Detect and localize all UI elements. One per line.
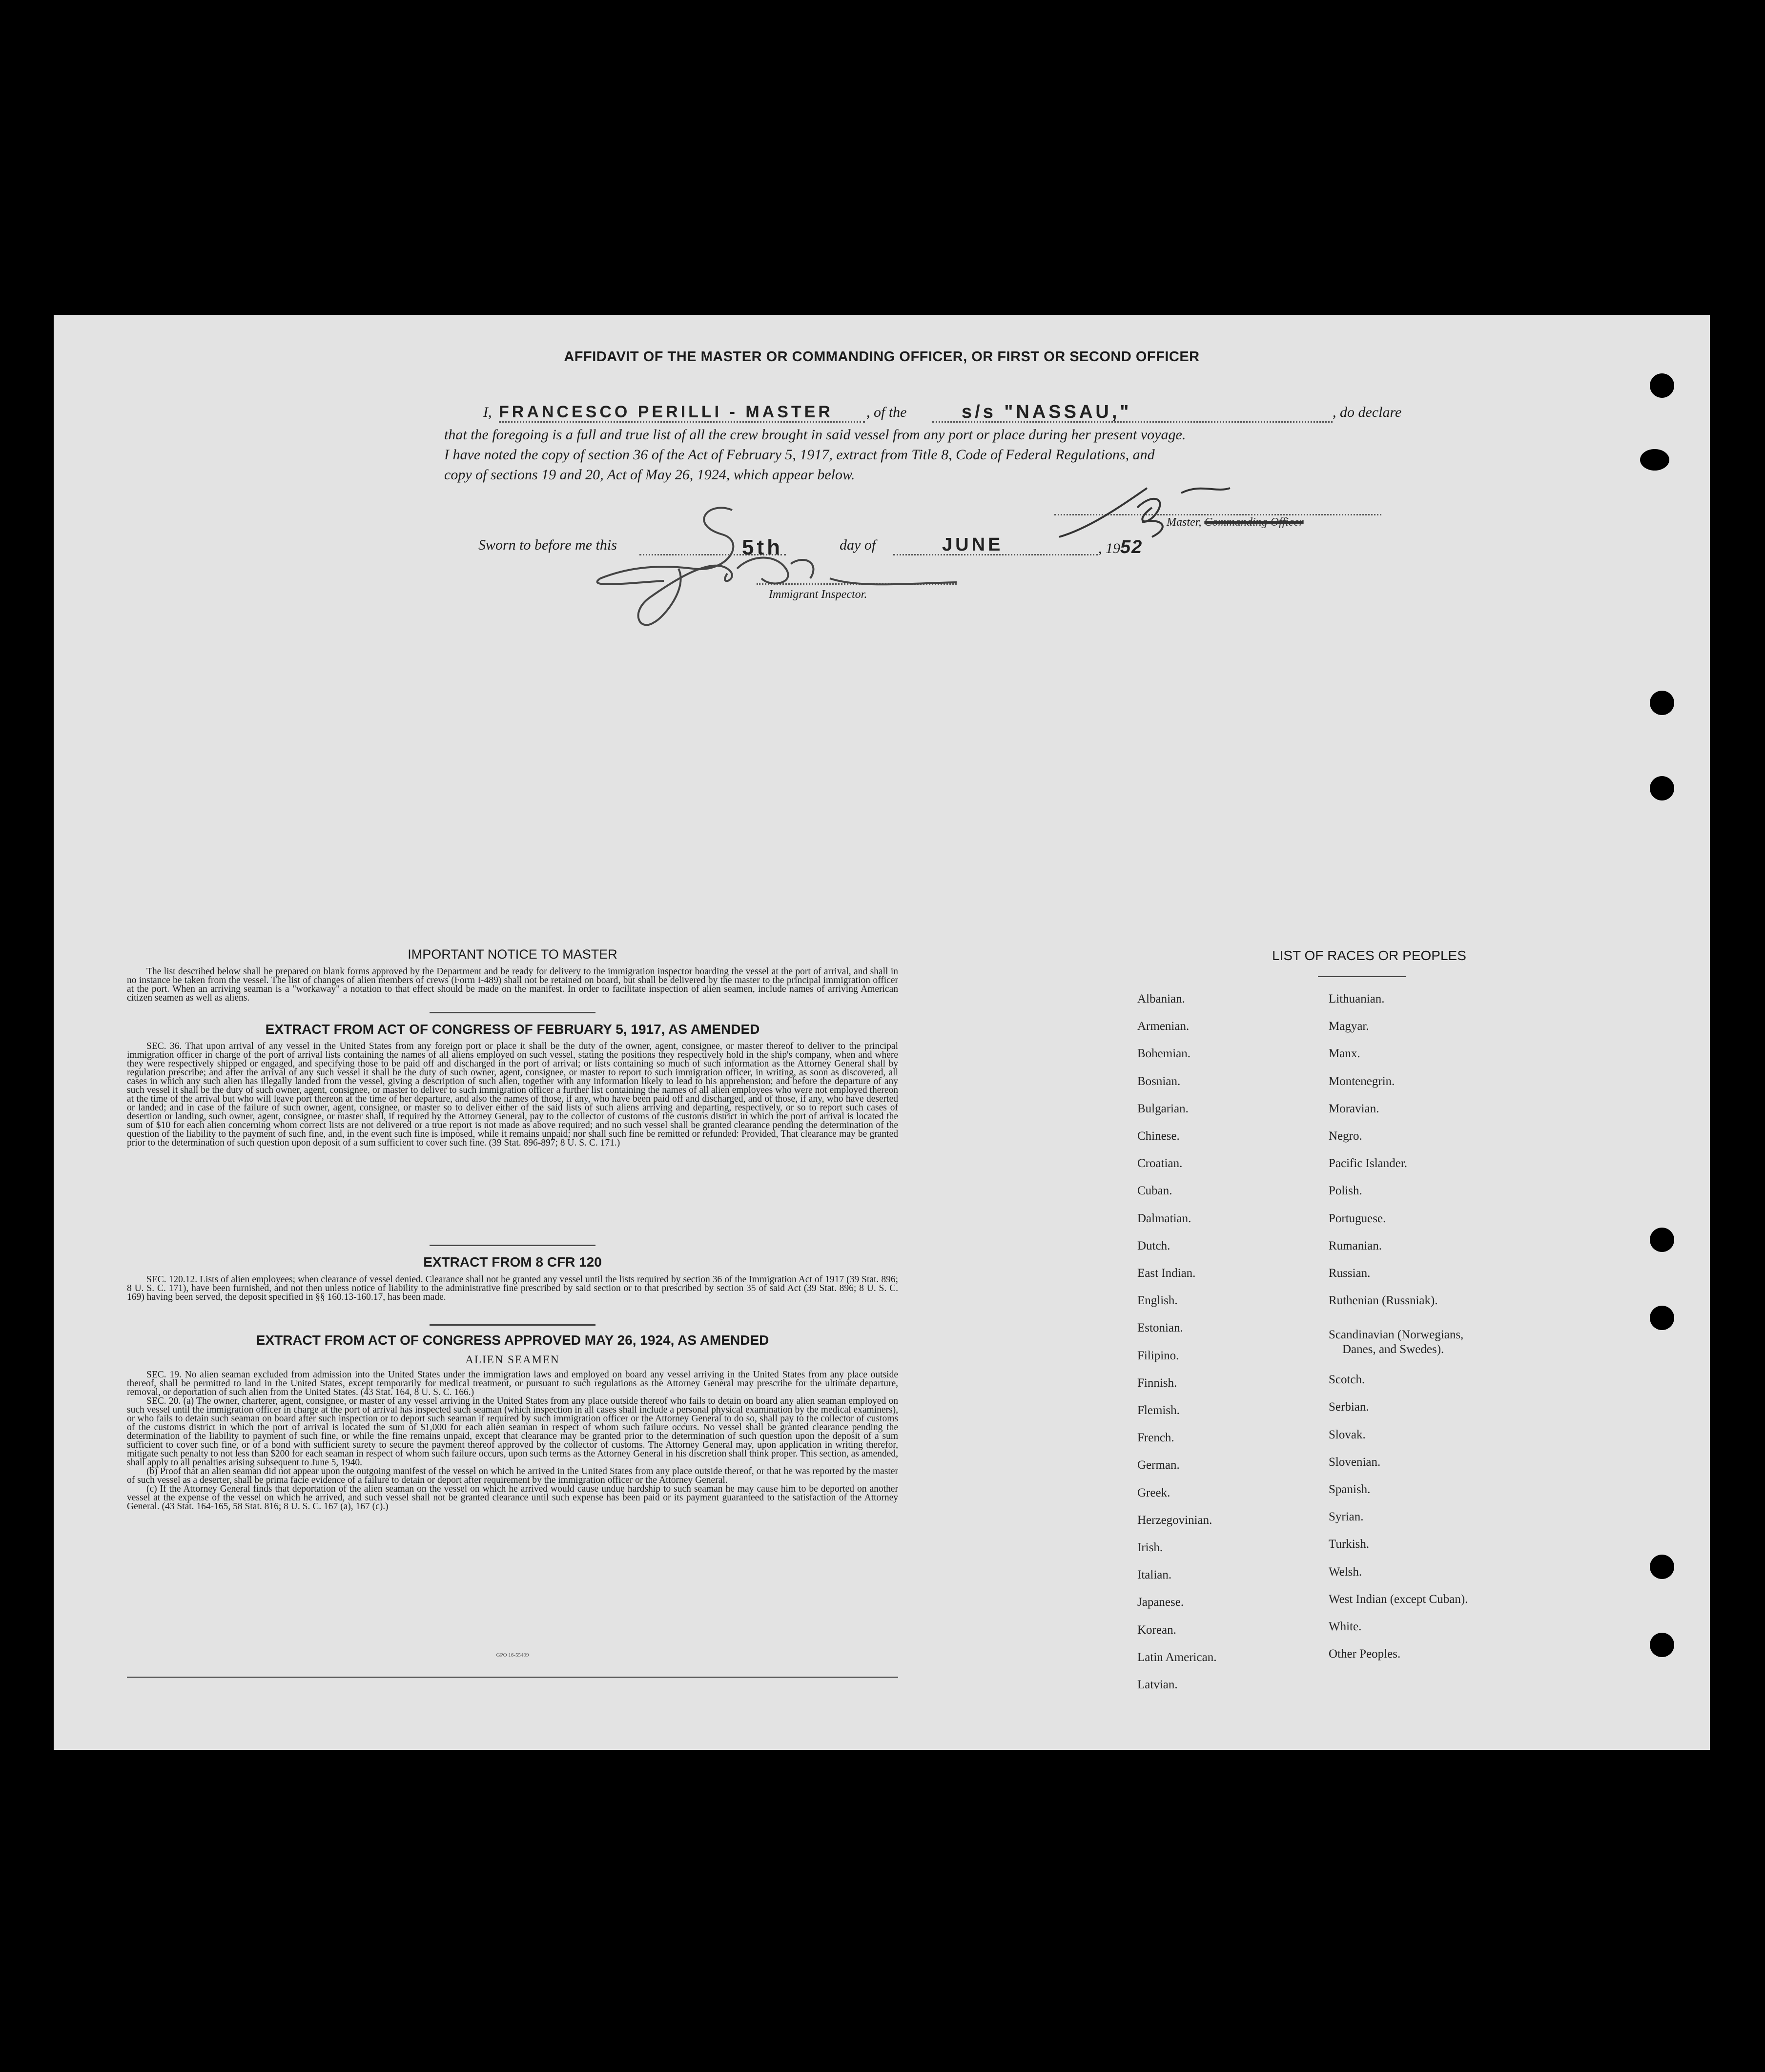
race-item: Herzegovinian. [1137, 1513, 1212, 1527]
race-item: Welsh. [1329, 1565, 1362, 1579]
race-item: French. [1137, 1431, 1174, 1445]
race-item: Manx. [1329, 1047, 1360, 1061]
year-value: 52 [1120, 537, 1143, 557]
race-item: Danes, and Swedes). [1342, 1343, 1444, 1356]
vessel-field [932, 402, 1333, 423]
race-item: White. [1329, 1620, 1362, 1633]
extract-1924-body [127, 1371, 898, 1511]
sec19-text: SEC. 19. No alien seaman excluded from admission into the United States under the immigration laws and employed on board any vessel arriving in the United States from any place outside thereof, shall be permitted to land in the United States, except temporarily for medical treatment, or pursuant to such regulations as the Attorney General may prescribe for the ultimate departure, removal, or deportation of such alien from the United States. (43 Stat. 164, 8 U. S. C. 166.) [127, 1370, 898, 1397]
race-item: Dalmatian. [1137, 1211, 1191, 1225]
race-item: Korean. [1137, 1623, 1176, 1637]
race-item: Moravian. [1329, 1102, 1379, 1115]
extract-1917-body [127, 1042, 898, 1148]
race-item: Japanese. [1137, 1596, 1184, 1609]
extract-1924-title: EXTRACT FROM ACT OF CONGRESS APPROVED MAY 26, 1924, AS AMENDED [256, 1333, 769, 1348]
race-item: Montenegrin. [1329, 1074, 1395, 1088]
race-item: West Indian (except Cuban). [1329, 1592, 1468, 1606]
race-item: Slovenian. [1329, 1455, 1381, 1469]
master-label: Master, Commanding Officer [1167, 516, 1304, 529]
race-item: Russian. [1329, 1267, 1371, 1280]
affidavit-statement [444, 425, 1416, 485]
race-item: Magyar. [1329, 1020, 1369, 1033]
race-item: Bosnian. [1137, 1074, 1181, 1088]
extract-cfr-text: SEC. 120.12. Lists of alien employees; when clearance of vessel denied. Clearance shall not be granted any vessel until the lists required by section 36 of the Immigration Act of 1917 (39 Stat. 896; 8 U. S. C. 171), have been furnished, and not then unless notice of liability to the administrative fine prescribed by said section or to that prescribed by section 35 of said Act (39 Stat. 896; 8 U. S. C. 169) having been served, the deposit specified in §§ 160.13-160.17, has been made. [127, 1274, 898, 1302]
extract-1917-text: SEC. 36. That upon arrival of any vessel in the United States from any foreign port or place it shall be the duty of the owner, agent, consignee, or master thereof to deliver to the principal immigration officer in charge of the port of arrival lists containing the names of all aliens employed on such vessel, stating the positions they respectively hold in the ship's company, when and where they were respectively shipped or engaged, and specifying those to be paid off and discharged in the port of arrival; or lists containing so much of such information as the Attorney General shall by regulation prescribe; and after the arrival of any such vessel it shall be the duty of such owner, agent, consignee, or master to report to such immigration officer, in writing, as soon as discovered, all cases in which any such alien has illegally landed from the vessel, giving a description of such alien, together with any information likely to lead to his apprehension; and before the departure of any such vessel it shall be the duty of such owner, agent, consignee, or master to deliver to such immigration officer a further list containing the names of all alien employees who were not employed thereon at the time of the arrival but who will leave port thereon at the time of her departure, and also the names of those, if any, who have been paid off and discharged, and of those, if any, who have deserted or landed; and in case of the failure of such owner, agent, consignee, or master so to deliver either of the said lists of such aliens arriving and departing, respectively, or so to report such cases of desertion or landing, such owner, agent, consignee, or master shall, if required by the Attorney General, pay to the collector of customs of the customs district in which the port of arrival is located the sum of $10 for each alien concerning whom correct lists are not delivered or a true report is not made as above required; and no such vessel shall be granted clearance pending the determination of the question of the liability to the payment of such fine, and, in the event such fine is imposed, while it remains unpaid; nor shall such fine be remitted or refunded: Provided, That clearance may be granted prior to the determination of such question upon deposit of a sum sufficient to cover such fine. (39 Stat. 896-897; 8 U. S. C. 171.) [127, 1041, 898, 1148]
race-item: Finnish. [1137, 1376, 1177, 1390]
document-page [54, 315, 1710, 1750]
inspector-signature [566, 495, 966, 632]
race-item: Italian. [1137, 1568, 1172, 1582]
race-item: East Indian. [1137, 1267, 1196, 1280]
punch-hole [1640, 449, 1669, 471]
race-item: Negro. [1329, 1129, 1362, 1143]
race-item: Filipino. [1137, 1349, 1179, 1362]
race-item: Turkish. [1329, 1538, 1370, 1551]
punch-hole [1650, 776, 1674, 800]
race-item: Ruthenian (Russniak). [1329, 1294, 1438, 1308]
divider [430, 1012, 595, 1013]
punch-hole [1650, 1306, 1674, 1330]
race-item: Scandinavian (Norwegians, [1329, 1328, 1464, 1342]
of-the-label: , of the [866, 404, 907, 420]
day-value: 5th [742, 535, 783, 559]
race-item: Spanish. [1329, 1483, 1371, 1496]
race-item: Slovak. [1329, 1428, 1366, 1441]
race-item: German. [1137, 1458, 1180, 1472]
race-item: Armenian. [1137, 1020, 1190, 1033]
race-item: Croatian. [1137, 1157, 1183, 1170]
race-item: Latin American. [1137, 1650, 1217, 1664]
punch-hole [1650, 1228, 1674, 1252]
divider [430, 1324, 595, 1326]
race-item: Albanian. [1137, 992, 1185, 1005]
struck-officer-label: Commanding Officer [1204, 516, 1304, 529]
extract-cfr-body [127, 1275, 898, 1302]
race-item: Greek. [1137, 1486, 1170, 1499]
notice-text: The list described below shall be prepared on blank forms approved by the Department and be ready for delivery to the immigration inspector boarding the vessel at the port of arrival, and shall in no instance be taken from the vessel. The list of changes of alien members of crews (Form I-489) shall not be retained on board, but shall be delivered by the master to the principal immigration officer at the port. When an arriving seaman is a "workaway" a notation to that effect should be made on the manifest. In order to facilitate inspection of alien seamen, include names of arriving American citizen seamen as well as aliens. [127, 966, 898, 1003]
sec20c-text: (c) If the Attorney General finds that deportation of the alien seaman on the vessel on which he arrived would cause undue hardship to such seaman he may cause him to be deported on another vessel at the expense of the vessel on which he arrived, and such vessel shall not be granted clearance until such expense has been paid or its payment guaranteed to the satisfaction of the Attorney General. (43 Stat. 164-165, 58 Stat. 816; 8 U. S. C. 167 (a), 167 (c).) [127, 1484, 898, 1512]
punch-hole [1650, 691, 1674, 715]
divider [430, 1245, 595, 1246]
gpo-footer: GPO 16-55499 [496, 1652, 529, 1658]
punch-hole [1650, 373, 1674, 398]
race-item: Estonian. [1137, 1321, 1183, 1335]
race-item: Pacific Islander. [1329, 1157, 1408, 1170]
bottom-rule [127, 1677, 898, 1678]
master-signature [1054, 478, 1259, 556]
race-item: Other Peoples. [1329, 1647, 1401, 1661]
inspector-label: Immigrant Inspector. [769, 588, 867, 601]
race-item: Polish. [1329, 1184, 1362, 1198]
races-divider [1318, 976, 1406, 977]
sec20b-text: (b) Proof that an alien seaman did not appear upon the outgoing manifest of the vessel on which he arrived in the United States from any place outside thereof, or that he was reported by the master of such vessel as a deserter, shall be prima facie evidence of a failure to detain or deport after requirement by the immigration officer or the Attorney General. [127, 1466, 898, 1485]
race-item: Dutch. [1137, 1239, 1170, 1252]
punch-hole [1650, 1555, 1674, 1579]
extract-cfr-title: EXTRACT FROM 8 CFR 120 [423, 1254, 602, 1270]
race-item: Flemish. [1137, 1404, 1180, 1417]
year-prefix: , 19 [1098, 540, 1120, 556]
race-item: Chinese. [1137, 1129, 1180, 1143]
race-item: English. [1137, 1294, 1178, 1308]
affidavit-title: AFFIDAVIT OF THE MASTER OR COMMANDING OFFICER, OR FIRST OR SECOND OFFICER [564, 349, 1200, 365]
day-of-label: day of [840, 537, 876, 553]
extract-1917-title: EXTRACT FROM ACT OF CONGRESS OF FEBRUARY 5, 1917, AS AMENDED [265, 1022, 760, 1037]
race-item: Rumanian. [1329, 1239, 1382, 1252]
punch-hole [1650, 1633, 1674, 1657]
sec20a-text: SEC. 20. (a) The owner, charterer, agent, consignee, or master of any vessel arriving in the United States from any place outside thereof who fails to detain on board any alien seaman employed on such vessel until the immigration officer in charge at the port of arrival has inspected such seaman (which inspection in all cases shall include a personal physical examination by the medical examiners), or who fails to detain such seaman on board after such inspection or to deport such seaman if required by such immigration officer or the Attorney General to do so, shall pay to the collector of customs of the customs district in which the port of arrival is located the sum of $1,000 for each alien seaman in respect of whom such failure occurs. No vessel shall be granted clearance pending the determination of the liability to payment of such fine, or while the fine remains unpaid, except that clearance may be granted prior to the determination of such question upon the deposit of a sum sufficient to cover such fine, or of a bond with sufficient surety to secure the payment thereof approved by the collector of customs. The Attorney General may, upon application in writing therefor, mitigate such penalty to not less than $200 for each seaman in respect of whom such failure occurs, upon such terms as the Attorney General in his discretion shall think proper. This section, as amended, shall apply to all penalties arising subsequent to June 5, 1940. [127, 1396, 898, 1468]
race-item: Portuguese. [1329, 1211, 1386, 1225]
notice-title: IMPORTANT NOTICE TO MASTER [408, 947, 617, 962]
race-item: Serbian. [1329, 1400, 1369, 1414]
do-declare-label: , do declare [1333, 404, 1402, 420]
alien-seamen-subtitle: ALIEN SEAMEN [465, 1354, 560, 1366]
race-item: Latvian. [1137, 1678, 1178, 1691]
name-prefix: I, [483, 404, 492, 420]
statement-line-4: copy of sections 19 and 20, Act of May 26, 1924, which appear below. [444, 467, 855, 483]
month-value: JUNE [942, 534, 1004, 555]
race-item: Bohemian. [1137, 1047, 1191, 1061]
races-title: LIST OF RACES OR PEOPLES [1272, 948, 1466, 963]
statement-line-2: that the foregoing is a full and true list of all the crew brought in said vessel from any port or place during her present voyage. [444, 427, 1186, 443]
name-field [499, 403, 865, 423]
statement-line-3: I have noted the copy of section 36 of the Act of February 5, 1917, extract from Title 8, Code of Federal Regulations, and [444, 447, 1155, 463]
race-item: Lithuanian. [1329, 992, 1385, 1005]
vessel-name: s/s "NASSAU," [962, 402, 1132, 422]
notice-body [127, 967, 898, 1003]
race-item: Scotch. [1329, 1373, 1365, 1387]
sworn-label: Sworn to before me this [478, 537, 617, 553]
race-item: Syrian. [1329, 1510, 1364, 1524]
master-name: FRANCESCO PERILLI - MASTER [499, 403, 833, 421]
race-item: Bulgarian. [1137, 1102, 1189, 1115]
race-item: Irish. [1137, 1541, 1163, 1554]
race-item: Cuban. [1137, 1184, 1172, 1198]
